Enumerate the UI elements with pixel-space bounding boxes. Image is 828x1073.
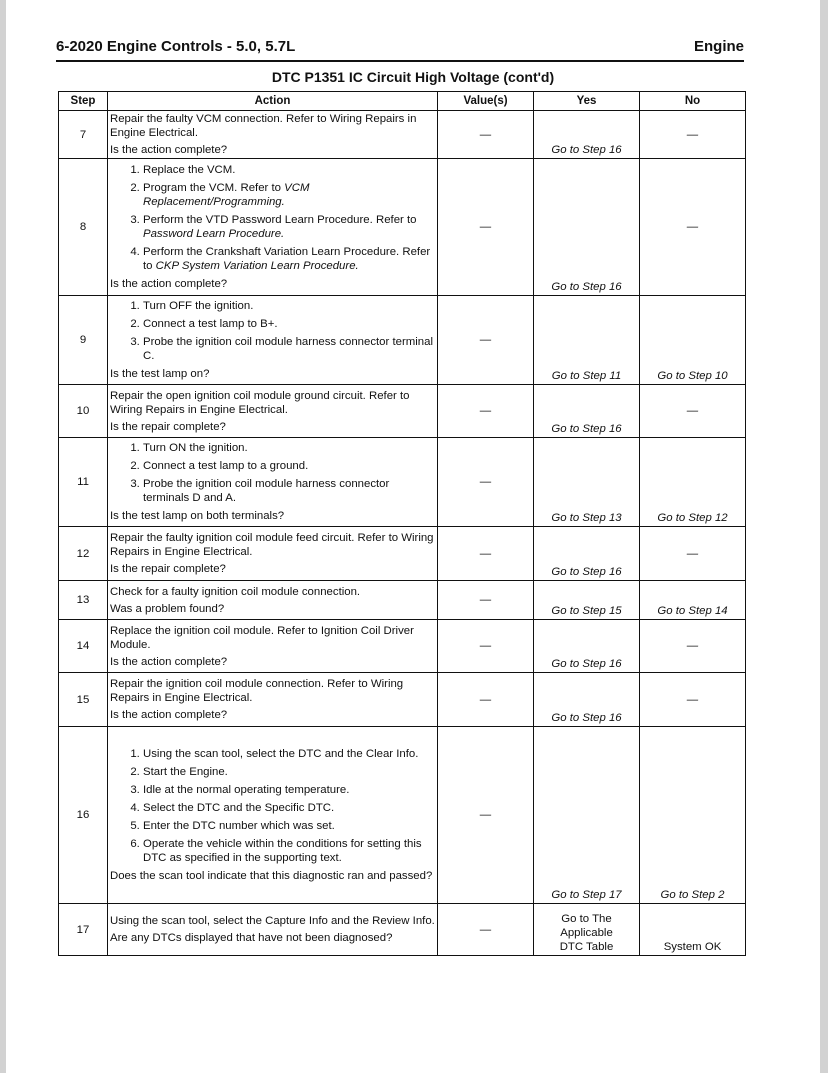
action-cell (108, 296, 438, 385)
chapter-name: Engine (693, 38, 744, 55)
value-cell: — (438, 673, 534, 727)
step-number: 14 (59, 620, 108, 673)
list-item: 1. Turn ON the ignition. (143, 441, 435, 455)
table-row (59, 904, 746, 956)
table-row (59, 385, 746, 438)
step-number: 11 (59, 438, 108, 527)
yes-cell: Go to Step 15 (534, 581, 640, 620)
no-cell: — (640, 111, 746, 159)
action-cell (108, 159, 438, 296)
action-cell (108, 438, 438, 527)
action-question: Is the action complete? (110, 709, 228, 721)
action-question: Is the action complete? (110, 144, 228, 156)
action-cell (108, 385, 438, 438)
action-cell (108, 727, 438, 904)
col-header-step: Step (59, 92, 108, 111)
table-title: DTC P1351 IC Circuit High Voltage (cont'd) (271, 69, 555, 85)
action-cell (108, 904, 438, 956)
col-header-yes: Yes (534, 92, 640, 111)
yes-cell: Go to Step 16 (534, 673, 640, 727)
step-number: 8 (59, 159, 108, 296)
value-cell: — (438, 620, 534, 673)
action-question: Is the test lamp on both terminals? (110, 510, 285, 522)
action-text: Repair the faulty ignition coil module feed circuit. Refer to Wiring Repairs in Engine Electrical. (110, 532, 434, 558)
action-cell (108, 527, 438, 581)
no-cell: — (640, 159, 746, 296)
action-question: Does the scan tool indicate that this diagnostic ran and passed? (110, 870, 433, 882)
step-number: 17 (59, 904, 108, 956)
action-text: Repair the faulty VCM connection. Refer to Wiring Repairs in Engine Electrical. (110, 113, 417, 139)
action-steps (110, 441, 435, 505)
table-header-row (59, 92, 746, 111)
value-cell: — (438, 438, 534, 527)
action-question: Is the action complete? (110, 278, 228, 290)
step-number: 12 (59, 527, 108, 581)
value-cell: — (438, 296, 534, 385)
list-item: 4. Select the DTC and the Specific DTC. (143, 801, 435, 815)
value-cell: — (438, 527, 534, 581)
action-text: Using the scan tool, select the Capture Info and the Review Info. (110, 915, 435, 927)
table-row (59, 727, 746, 904)
no-cell: — (640, 385, 746, 438)
list-item: 6. Operate the vehicle within the conditions for setting this DTC as specified in the supporting text. (143, 837, 435, 865)
yes-cell: Go to Step 16 (534, 527, 640, 581)
manual-page (6, 0, 820, 1073)
action-text: Repair the ignition coil module connection. Refer to Wiring Repairs in Engine Electrical. (110, 678, 404, 704)
page-header (56, 38, 744, 62)
action-question: Is the test lamp on? (110, 368, 210, 380)
no-cell: Go to Step 14 (640, 581, 746, 620)
yes-cell: Go to Step 16 (534, 620, 640, 673)
yes-cell: Go to The Applicable DTC Table (534, 904, 640, 956)
no-cell: — (640, 620, 746, 673)
list-item: 2. Start the Engine. (143, 765, 435, 779)
col-header-no: No (640, 92, 746, 111)
yes-cell: Go to Step 11 (534, 296, 640, 385)
list-item: 2. Connect a test lamp to a ground. (143, 459, 435, 473)
action-steps (110, 299, 435, 363)
value-cell: — (438, 385, 534, 438)
action-question: Are any DTCs displayed that have not been diagnosed? (110, 932, 393, 944)
table-row (59, 438, 746, 527)
action-question: Was a problem found? (110, 602, 225, 615)
list-item: 2. Connect a test lamp to B+. (143, 317, 435, 331)
list-item: 1. Turn OFF the ignition. (143, 299, 435, 313)
list-item: 3. Probe the ignition coil module harness connector terminals D and A. (143, 477, 435, 505)
no-cell: Go to Step 12 (640, 438, 746, 527)
value-cell: — (438, 581, 534, 620)
list-item: 4. Perform the Crankshaft Variation Learn Procedure. Refer to CKP System Variation Learn Procedure. (143, 245, 435, 273)
table-row (59, 620, 746, 673)
action-cell (108, 111, 438, 159)
step-number: 10 (59, 385, 108, 438)
list-item: 3. Perform the VTD Password Learn Procedure. Refer to Password Learn Procedure. (143, 213, 435, 241)
col-header-values: Value(s) (438, 92, 534, 111)
no-cell: System OK (640, 904, 746, 956)
list-item: 3. Idle at the normal operating temperature. (143, 783, 435, 797)
diagnostic-table (58, 91, 746, 956)
list-item: 5. Enter the DTC number which was set. (143, 819, 435, 833)
list-item: 1. Using the scan tool, select the DTC and the Clear Info. (143, 747, 435, 761)
action-steps (110, 747, 435, 865)
no-cell: — (640, 673, 746, 727)
action-question: Is the repair complete? (110, 563, 226, 575)
yes-cell: Go to Step 16 (534, 111, 640, 159)
step-number: 15 (59, 673, 108, 727)
value-cell: — (438, 904, 534, 956)
table-row (59, 111, 746, 159)
list-item: 3. Probe the ignition coil module harness connector terminal C. (143, 335, 435, 363)
action-question: Is the repair complete? (110, 420, 226, 433)
action-cell (108, 581, 438, 620)
action-question: Is the action complete? (110, 655, 228, 668)
table-row (59, 159, 746, 296)
no-cell: Go to Step 10 (640, 296, 746, 385)
yes-cell: Go to Step 16 (534, 385, 640, 438)
yes-cell: Go to Step 16 (534, 159, 640, 296)
table-row (59, 673, 746, 727)
action-text: Check for a faulty ignition coil module connection. (110, 585, 361, 598)
action-steps (110, 163, 435, 273)
step-number: 9 (59, 296, 108, 385)
value-cell: — (438, 111, 534, 159)
yes-cell: Go to Step 17 (534, 727, 640, 904)
section-title: 6-2020 Engine Controls - 5.0, 5.7L (56, 38, 296, 55)
table-row (59, 296, 746, 385)
table-row (59, 581, 746, 620)
yes-cell: Go to Step 13 (534, 438, 640, 527)
col-header-action: Action (108, 92, 438, 111)
no-cell: — (640, 527, 746, 581)
value-cell: — (438, 159, 534, 296)
step-number: 16 (59, 727, 108, 904)
action-cell (108, 620, 438, 673)
table-row (59, 527, 746, 581)
list-item: 2. Program the VCM. Refer to VCM Replacement/Programming. (143, 181, 435, 209)
step-number: 7 (59, 111, 108, 159)
step-number: 13 (59, 581, 108, 620)
action-cell (108, 673, 438, 727)
list-item: 1. Replace the VCM. (143, 163, 435, 177)
no-cell: Go to Step 2 (640, 727, 746, 904)
action-text: Repair the open ignition coil module ground circuit. Refer to Wiring Repairs in Engine Electrical. (110, 389, 410, 416)
action-text: Replace the ignition coil module. Refer to Ignition Coil Driver Module. (110, 624, 414, 651)
value-cell: — (438, 727, 534, 904)
